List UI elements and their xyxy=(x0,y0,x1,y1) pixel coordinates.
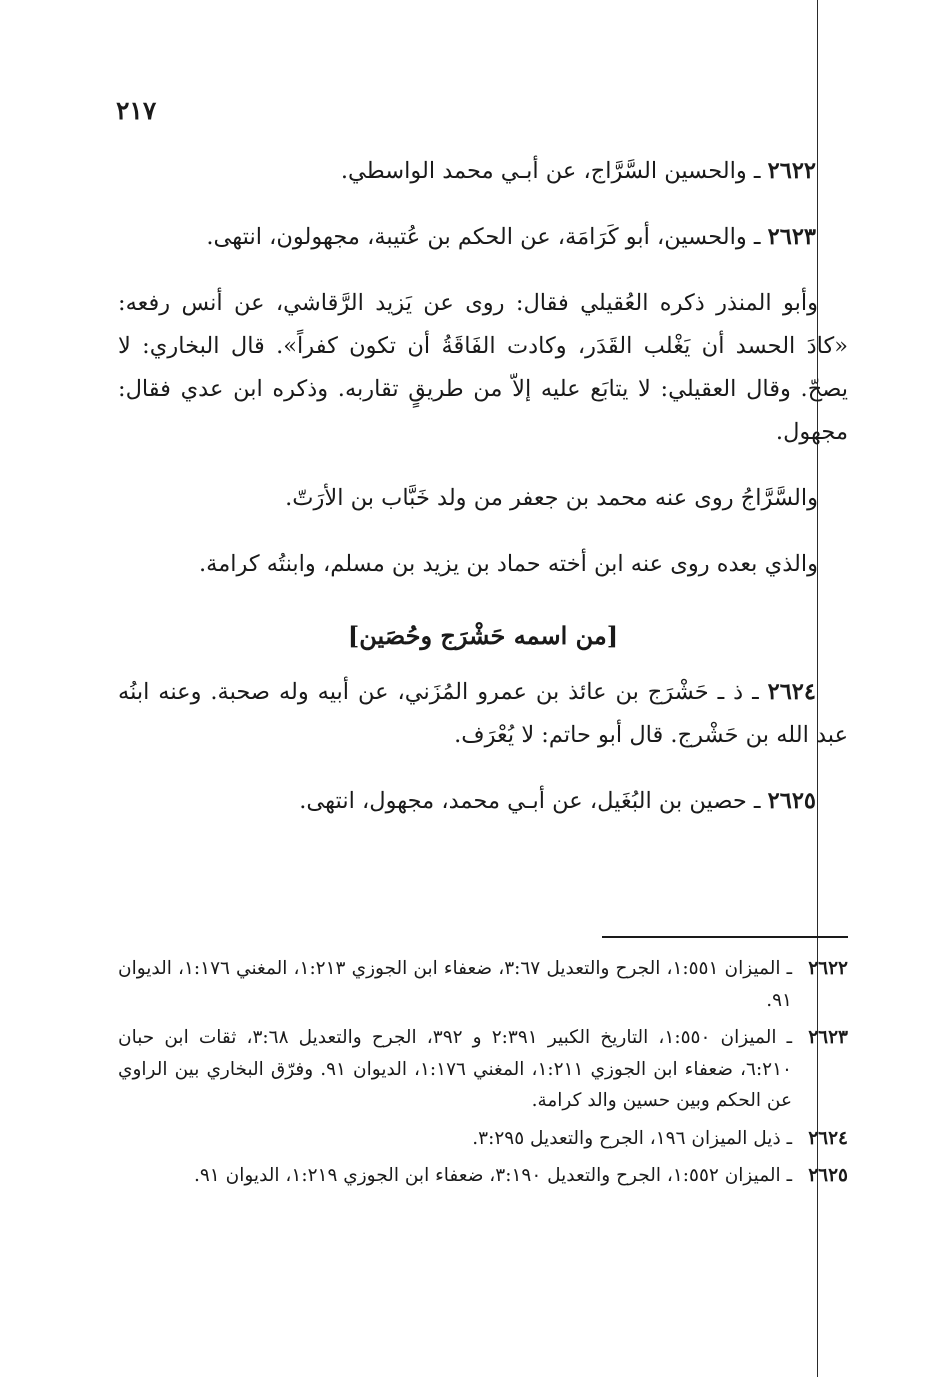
footnote-number: ٢٦٢٣ xyxy=(808,1027,848,1048)
footnote-text: ـ الميزان ١:٥٥١، الجرح والتعديل ٣:٦٧، ضعفاء ابن الجوزي ١:٢١٣، المغني ١:١٧٦، الديوان ٩١. xyxy=(118,958,792,1011)
entry-text: ـ حصين بن البُغَيل، عن أبـي محمد، مجهول، انتهى. xyxy=(299,788,761,814)
entry-2625 xyxy=(118,780,848,823)
entry-2622 xyxy=(118,150,848,193)
entry-text: ـ والحسين، أبو كَرَامَة، عن الحكم بن عُتيبة، مجهولون، انتهى. xyxy=(206,224,761,250)
entry-2623 xyxy=(118,216,848,259)
footnote-number: ٢٦٢٤ xyxy=(808,1127,848,1149)
footnote-text: ـ ذيل الميزان ١٩٦، الجرح والتعديل ٣:٢٩٥. xyxy=(472,1127,792,1149)
footnote-text: ـ الميزان ١:٥٥٢، الجرح والتعديل ٣:١٩٠، ضعفاء ابن الجوزي ١:٢١٩، الديوان ٩١. xyxy=(193,1165,792,1186)
paragraph-alladhi-baadahu: والذي بعده روى عنه ابن أخته حماد بن يزيد بن مسلم، وابنتُه كرامة. xyxy=(198,551,818,577)
entry-number: ٢٦٢٥ xyxy=(767,788,816,814)
footnote-text: ـ الميزان ١:٥٥٠، التاريخ الكبير ٢:٣٩١ و ٣٩٢، الجرح والتعديل ٣:٦٨، ثقات ابن حبان ٦:٢١٠، ضعفاء ابن الجوزي ١:٢١١، المغني ١:١٧٦، الديوان ٩١. وفرّق البخاري بين الراوي عن الحكم وبين حسين والد كرامة. xyxy=(118,1027,793,1111)
footnotes xyxy=(118,953,848,1198)
entry-text: ـ والحسين السَّرَّاج، عن أبـي محمد الواسطي. xyxy=(340,158,761,184)
page-number: ٢١٧ xyxy=(116,96,157,125)
paragraph-al-sarraj: والسَّرَّاجُ روى عنه محمد بن جعفر من ولد خَبَّاب بن الأرَتّ. xyxy=(285,485,818,511)
footnote xyxy=(118,1123,848,1155)
footnote-number: ٢٦٢٢ xyxy=(808,958,848,979)
footnote-number: ٢٦٢٥ xyxy=(808,1165,848,1186)
footnote xyxy=(118,953,848,1016)
paragraph-abu-al-mundhir: وأبو المنذر ذكره العُقيلي فقال: روى عن يَزيد الرَّقاشي، عن أنس رفعه: «كادَ الحسد أن يَغْلب القَدَر، وكادت الفَاقَةُ أن تكون كفراً». قال البخاري: لا يصحّ. وقال العقيلي: لا يتابَع عليه إلاّ من طريقٍ تقاربه. وذكره ابن عدي فقال: مجهول. xyxy=(118,290,848,445)
main-text xyxy=(118,150,848,846)
entry-number: ٢٦٢٣ xyxy=(767,224,816,250)
entry-number: ٢٦٢٤ xyxy=(767,679,816,705)
entry-text: ـ ذ ـ حَشْرَج بن عائذ بن عمرو المُزَني، عن أبيه وله صحبة. وعنه ابنُه عبد الله بن حَشْرج. قال أبو حاتم: لا يُعْرَف. xyxy=(118,679,848,748)
footnote-divider xyxy=(602,936,848,938)
footnote xyxy=(118,1160,848,1192)
section-heading: [من اسمه حَشْرَج وحُصَين] xyxy=(347,621,619,650)
entry-number: ٢٦٢٢ xyxy=(767,158,816,184)
footnote xyxy=(118,1022,848,1117)
entry-2624 xyxy=(118,671,848,757)
